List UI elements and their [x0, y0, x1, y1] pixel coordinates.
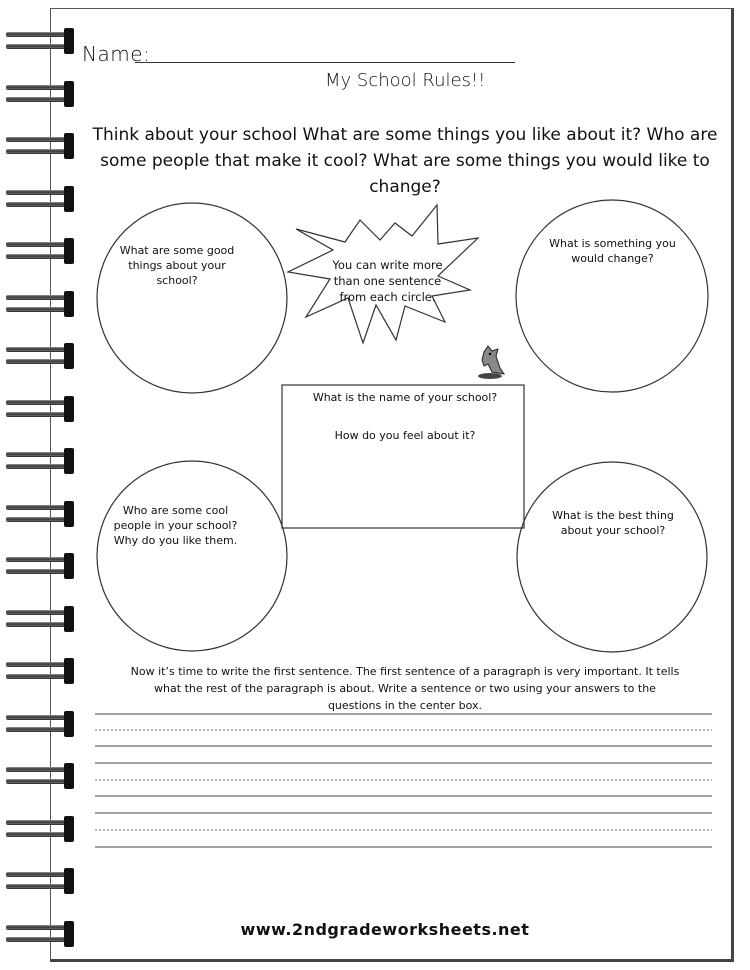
- circle-good-things-question: What are some good things about your school?: [119, 244, 235, 287]
- wolf-mascot-icon: [478, 346, 504, 379]
- circle-good-things[interactable]: [97, 203, 287, 393]
- worksheet-title: My School Rules!!: [325, 70, 486, 91]
- circle-best-thing[interactable]: [517, 462, 707, 652]
- writing-lines[interactable]: [95, 714, 712, 847]
- circle-change[interactable]: [516, 200, 708, 392]
- circle-best-thing-question: What is the best thing about your school?: [552, 509, 674, 537]
- circle-cool-people-question: Who are some cool people in your school? Why do you like them.: [113, 504, 238, 547]
- center-box[interactable]: [282, 385, 524, 528]
- center-box-name-question: What is the name of your school?: [312, 391, 498, 404]
- intro-prompt: Think about your school What are some things you like about it? Who are some people that make it cool? What are some things you would like to change?: [92, 125, 718, 197]
- name-label: Name:: [82, 42, 151, 66]
- circle-cool-people[interactable]: [97, 461, 287, 651]
- center-box-feel-question: How do you feel about it?: [334, 429, 476, 442]
- circle-change-question: What is something you would change?: [549, 237, 676, 265]
- star-note: You can write more than one sentence from each circle.: [332, 258, 443, 304]
- website-footer: www.2ndgradeworksheets.net: [240, 920, 530, 939]
- paragraph-instructions: Now it’s time to write the first sentence. The first sentence of a paragraph is very important. It tells what the rest of the paragraph is about. Write a sentence or two using your answers to the questions in the center box.: [130, 665, 680, 712]
